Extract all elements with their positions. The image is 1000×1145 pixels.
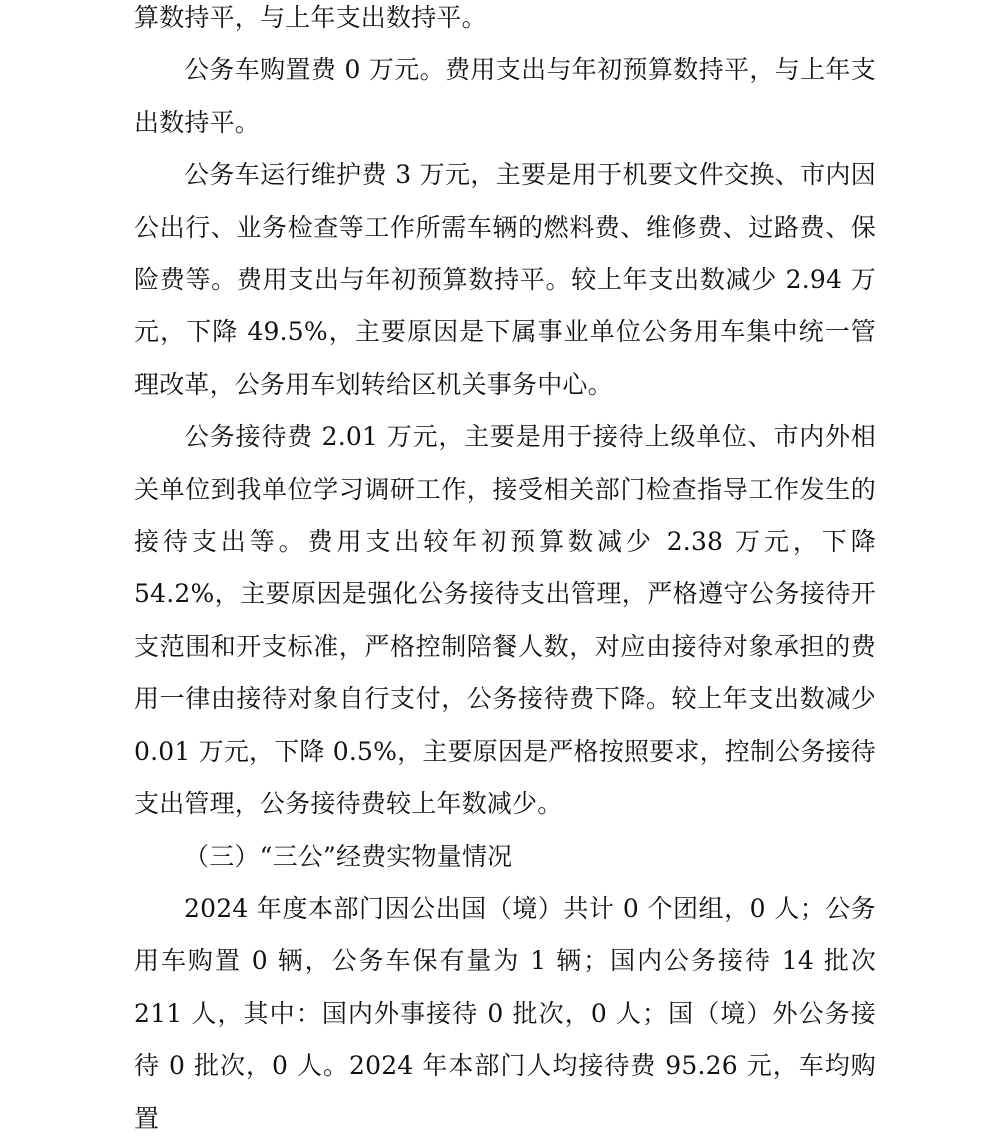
section-heading: （三）“三公”经费实物量情况 <box>184 841 513 871</box>
document-body <box>134 0 876 1145</box>
paragraph-physical-quantity: 2024 年度本部门因公出国（境）共计 0 个团组，0 人；公务用车购置 0 辆，公务车保有量为 1 辆；国内公务接待 14 批次 211 人，其中：国内外事接待 0 批次，0 人；国（境）外公务接待 0 批次，0 人。2024 年本部门人均接待费 95.26 元，车均购置 <box>134 893 876 1133</box>
paragraph-reception-fee: 公务接待费 2.01 万元，主要是用于接待上级单位、市内外相关单位到我单位学习调研工作，接受相关部门检查指导工作发生的接待支出等。费用支出较年初预算数减少 2.38 万元，下降 54.2%，主要原因是强化公务接待支出管理，严格遵守公务接待开支范围和开支标准，严格控制陪餐人数，对应由接待对象承担的费用一律由接待对象自行支付，公务接待费下降。较上年支出数减少 0.01 万元，下降 0.5%，主要原因是严格按照要求，控制公务接待支出管理，公务接待费较上年数减少。 <box>134 422 876 819</box>
paragraph-vehicle-purchase: 公务车购置费 0 万元。费用支出与年初预算数持平，与上年支出数持平。 <box>134 55 876 137</box>
paragraph-vehicle-maintenance: 公务车运行维护费 3 万元，主要是用于机要文件交换、市内因公出行、业务检查等工作所需车辆的燃料费、维修费、过路费、保险费等。费用支出与年初预算数持平。较上年支出数减少 2.94 万元，下降 49.5%，主要原因是下属事业单位公务用车集中统一管理改革，公务用车划转给区机关事务中心。 <box>134 160 876 399</box>
paragraph-continuation: 算数持平，与上年支出数持平。 <box>134 3 487 32</box>
